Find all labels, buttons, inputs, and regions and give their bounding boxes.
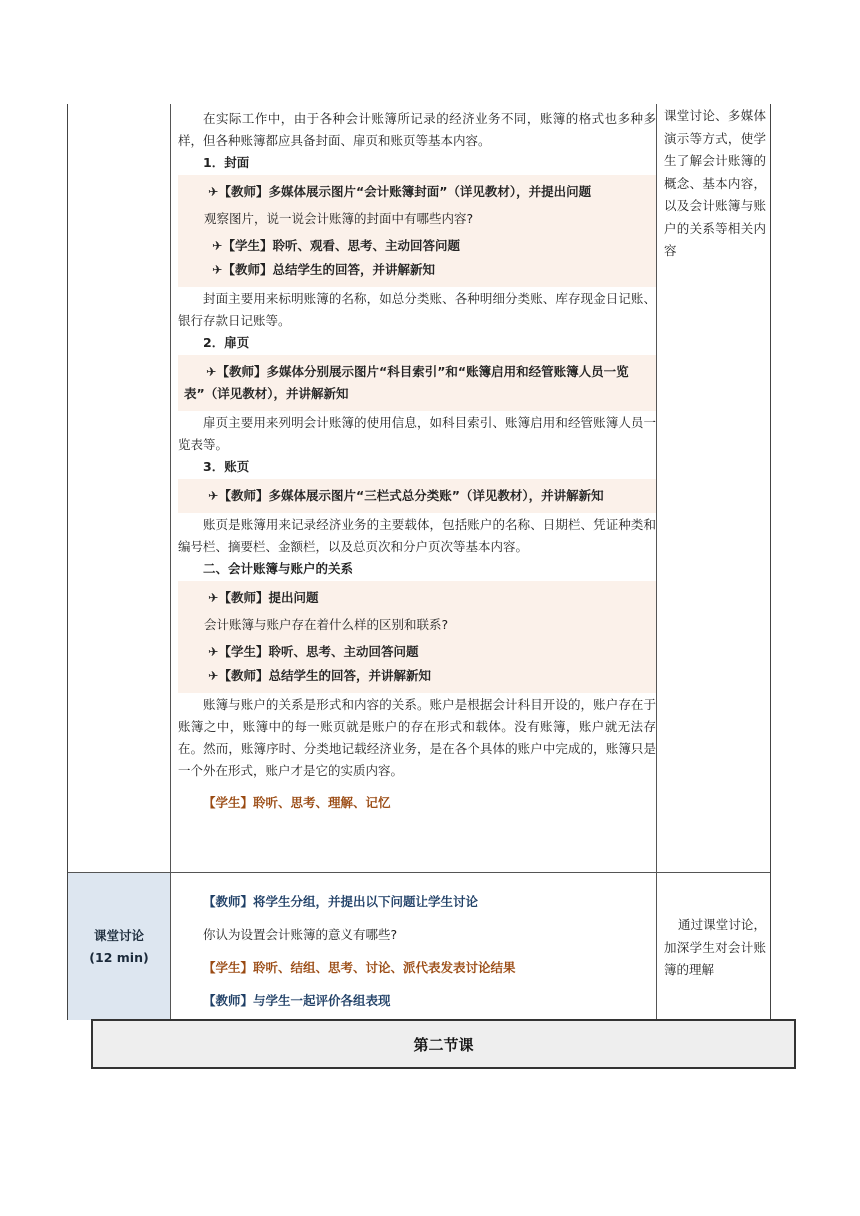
discussion-label-cell [68,872,170,1020]
section-page-title: 3．账页 [203,459,250,474]
lesson-plan-table [67,104,771,1020]
second-lesson-header: 第二节课 [91,1019,796,1069]
discussion-teacher-group: 【教师】将学生分组，并提出以下问题让学生讨论 [203,894,479,909]
intro-paragraph: 在实际工作中，由于各种会计账簿所记录的经济业务不同，账簿的格式也多种多样，但各种账簿都应具备封面、扉页和账页等基本内容。 [178,111,656,148]
relation-question: 会计账簿与账户存在着什么样的区别和联系? [204,617,449,632]
plane-icon: ✈ [206,364,217,379]
relation-teacher-summary: ✈【教师】总结学生的回答，并讲解新知 [208,668,431,683]
cover-question: 观察图片，说一说会计账簿的封面中有哪些内容? [204,211,474,226]
section-flyleaf-title: 2．扉页 [203,335,250,350]
plane-icon: ✈ [208,488,219,503]
discussion-student: 【学生】聆听、结组、思考、讨论、派代表发表讨论结果 [203,960,516,975]
student-end: 【学生】聆听、思考、理解、记忆 [203,795,391,810]
cover-body: 封面主要用来标明账簿的名称，如总分类账、各种明细分类账、库存现金日记账、银行存款日记账等。 [178,291,656,328]
teaching-note: 课堂讨论、多媒体演示等方式，使学生了解会计账簿的概念、基本内容，以及会计账簿与账户的关系等相关内容 [664,108,766,258]
discussion-duration: (12 min) [89,950,149,965]
discussion-note: 通过课堂讨论，加深学生对会计账簿的理解 [664,917,766,977]
discussion-question: 你认为设置会计账簿的意义有哪些? [203,927,398,942]
discussion-content [178,885,656,1017]
plane-icon: ✈ [208,668,219,683]
relation-body: 账簿与账户的关系是形式和内容的关系。账户是根据会计科目开设的，账户存在于账簿之中，账簿中的每一账页就是账户的存在形式和载体。没有账簿，账户就无法存在。然而，账簿序时、分类地记载经济业务，是在各个具体的账户中完成的，账簿只是一个外在形式，账户才是它的实质内容。 [178,697,656,778]
plane-icon: ✈ [208,644,219,659]
relation-activity-band [178,581,656,693]
relation-teacher-ask: ✈【教师】提出问题 [208,590,319,605]
column-divider-left [170,104,171,1020]
flyleaf-body: 扉页主要用来列明会计账簿的使用信息，如科目索引、账簿启用和经管账簿人员一览表等。 [178,415,656,452]
relation-student: ✈【学生】聆听、思考、主动回答问题 [208,644,419,659]
part2-title: 二、会计账簿与账户的关系 [203,561,354,576]
plane-icon: ✈ [208,590,219,605]
column-divider-right [656,104,657,1020]
page-teacher-show: ✈【教师】多媒体展示图片“三栏式总分类账”（详见教材），并讲解新知 [208,488,604,503]
flyleaf-teacher-show: ✈【教师】多媒体分别展示图片“科目索引”和“账簿启用和经管账簿人员一览表”（详见教材），并讲解新知 [184,364,629,401]
page-body: 账页是账簿用来记录经济业务的主要载体，包括账户的名称、日期栏、凭证种类和编号栏、摘要栏、金额栏，以及总页次和分户页次等基本内容。 [178,517,656,554]
cover-teacher-summary: ✈【教师】总结学生的回答，并讲解新知 [212,262,435,277]
cover-activity-band [178,175,656,287]
cover-teacher-show: ✈【教师】多媒体展示图片“会计账簿封面”（详见教材），并提出问题 [208,184,592,199]
plane-icon: ✈ [212,238,223,253]
section-cover-title: 1．封面 [203,155,250,170]
row-divider [68,872,770,873]
flyleaf-activity-band [178,355,656,411]
teaching-content [178,108,656,814]
discussion-label: 课堂讨论 [93,928,144,943]
page-activity-band [178,479,656,513]
plane-icon: ✈ [212,262,223,277]
discussion-teacher-eval: 【教师】与学生一起评价各组表现 [203,993,391,1008]
cover-student: ✈【学生】聆听、观看、思考、主动回答问题 [212,238,460,253]
plane-icon: ✈ [208,184,219,199]
